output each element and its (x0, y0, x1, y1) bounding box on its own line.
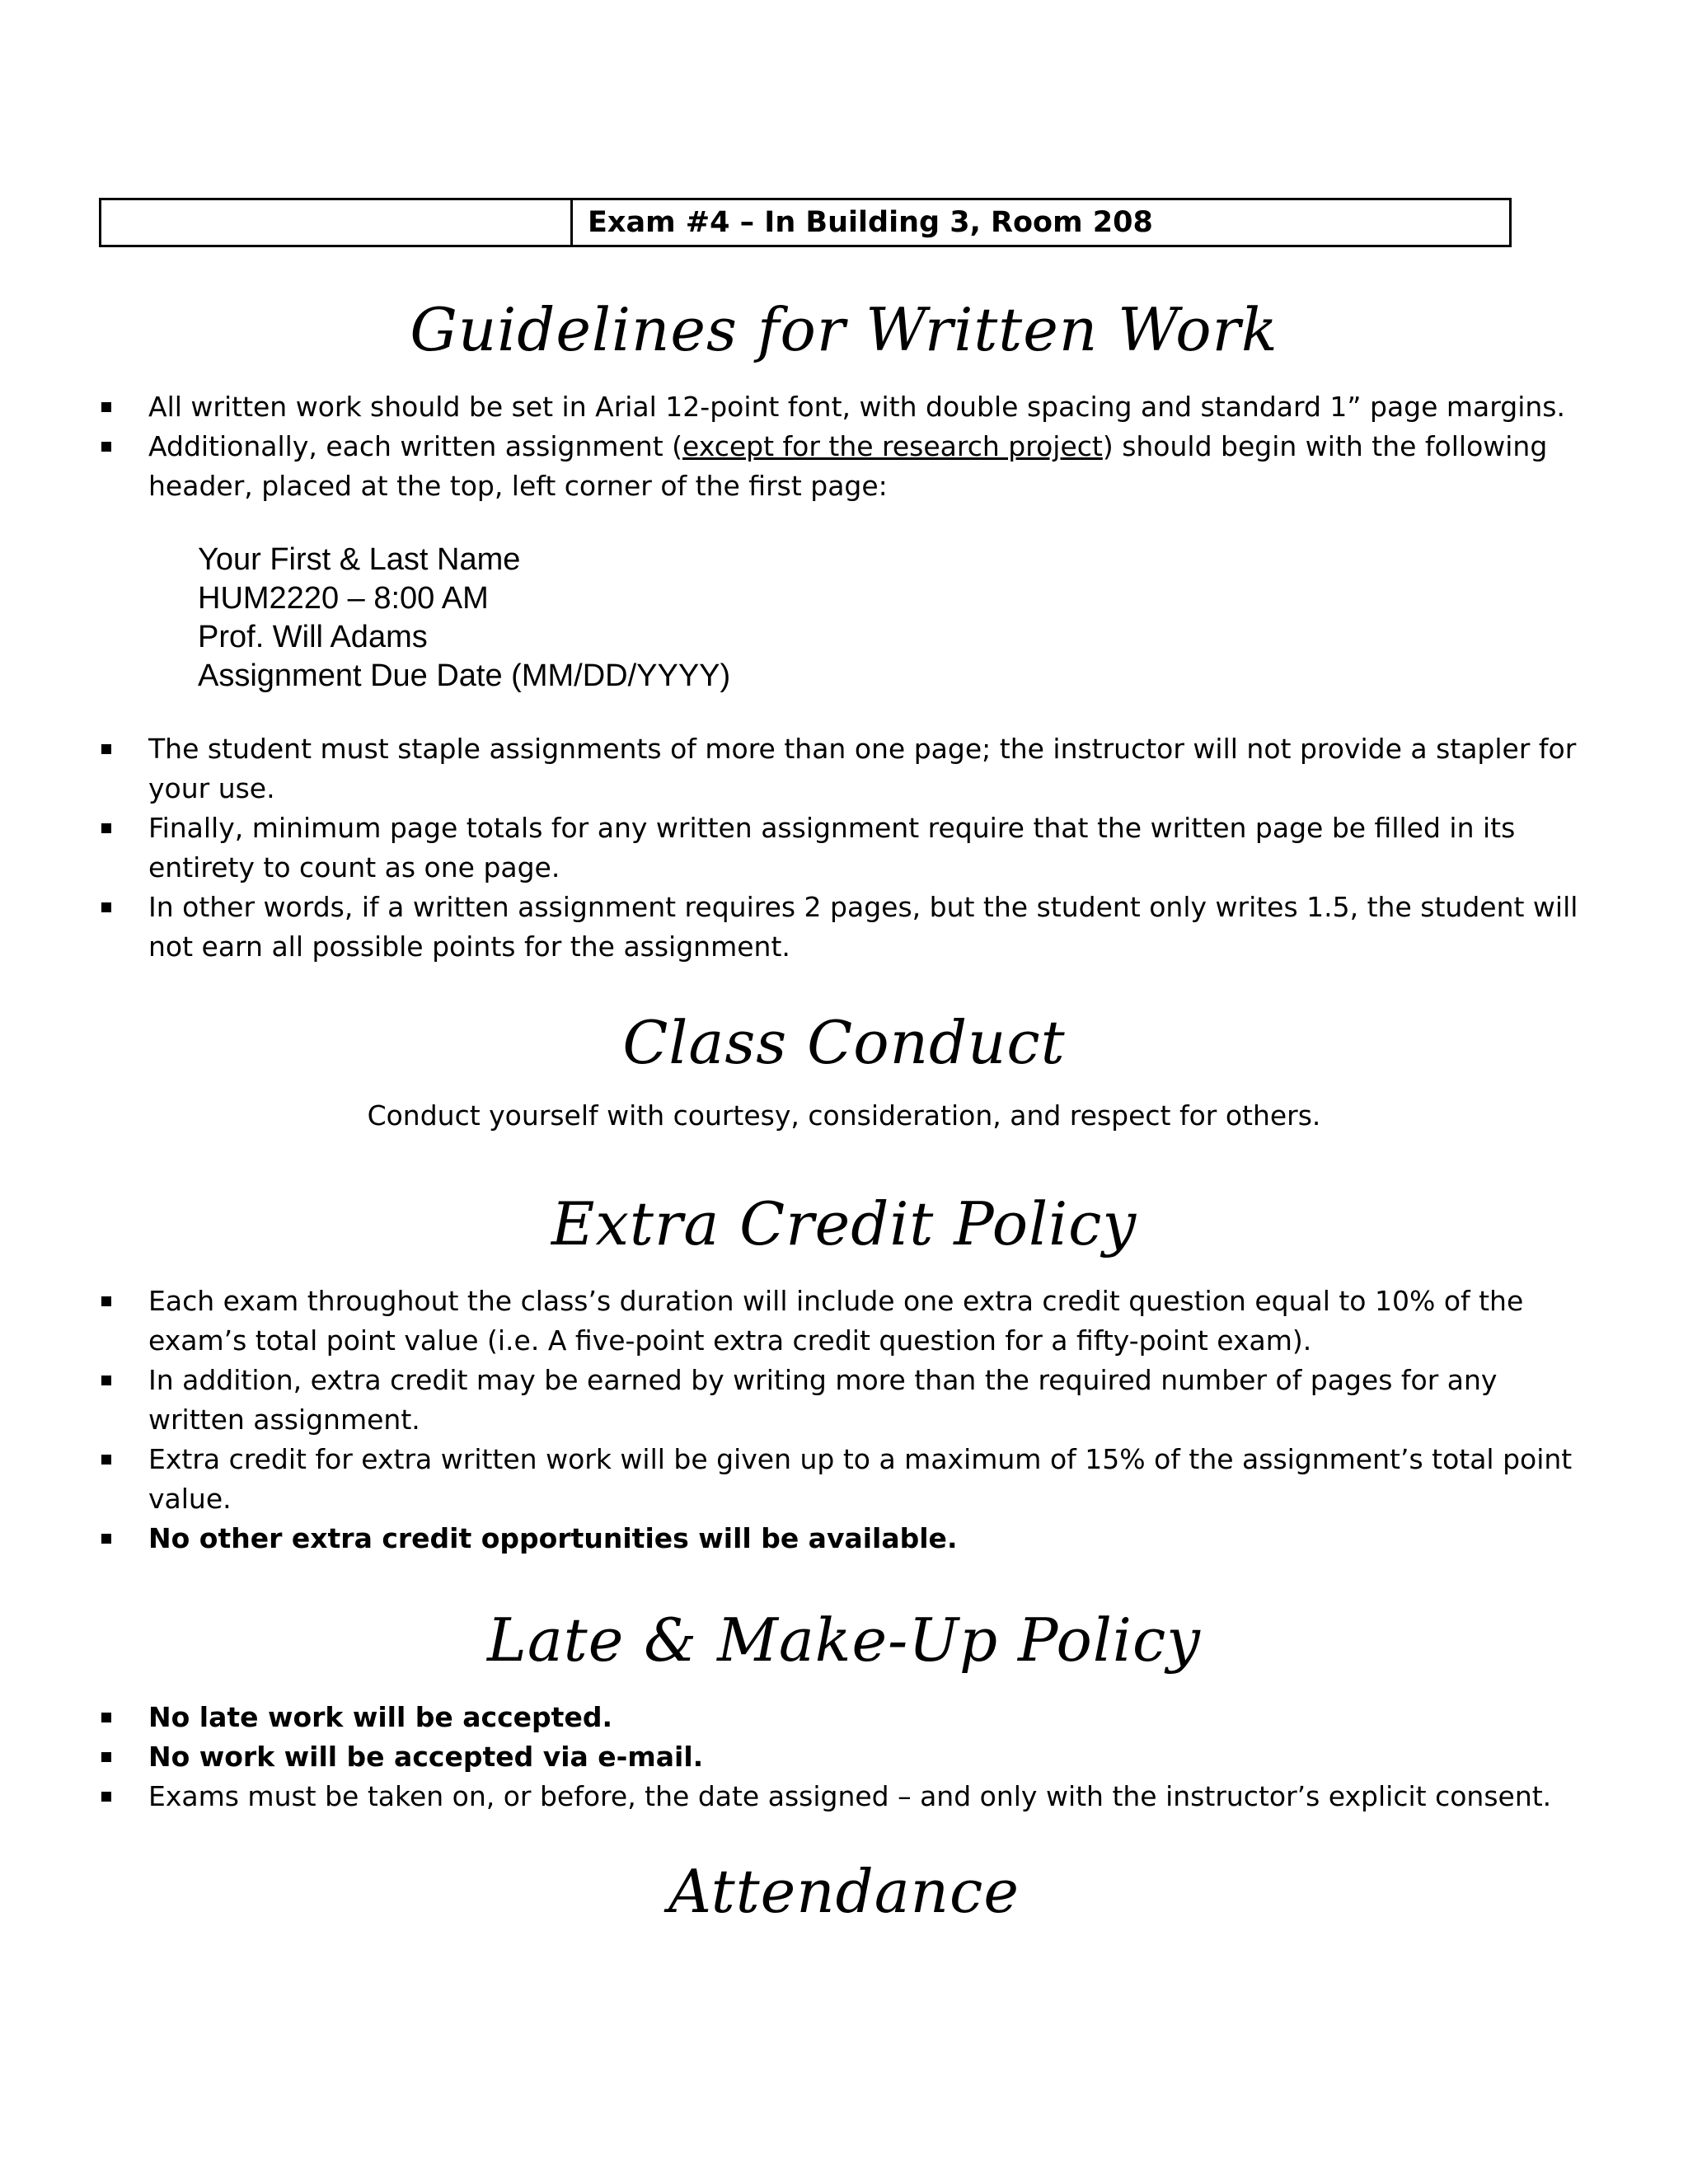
late-policy-list (99, 1698, 1582, 1816)
exam-info-table (99, 198, 1512, 247)
bullet-icon (101, 442, 111, 452)
extra-credit-list (99, 1282, 1582, 1558)
extra-credit-text: In addition, extra credit may be earned by writing more than the required number of pages for any written assignment. (148, 1364, 1498, 1436)
guidelines-heading: Guidelines for Written Work (410, 295, 1278, 364)
attendance-heading: Attendance (668, 1857, 1020, 1926)
header-sample-line: Assignment Due Date (MM/DD/YYYY) (198, 658, 731, 693)
list-item (99, 427, 1582, 506)
list-item (99, 1519, 1582, 1558)
class-conduct-heading: Class Conduct (622, 1008, 1066, 1077)
guideline-text: In other words, if a written assignment requires 2 pages, but the student only writes 1.5, the student will not earn all possible points for the assignment. (148, 891, 1578, 963)
list-item (99, 1698, 1582, 1737)
list-item (99, 1361, 1582, 1440)
header-sample-line: Your First & Last Name (198, 542, 521, 577)
class-conduct-text: Conduct yourself with courtesy, consideration, and respect for others. (367, 1099, 1321, 1132)
late-policy-text: Exams must be taken on, or before, the date assigned – and only with the instructor’s explicit consent. (148, 1780, 1552, 1812)
header-sample-block (198, 541, 730, 696)
list-item (99, 888, 1582, 967)
extra-credit-heading: Extra Credit Policy (551, 1189, 1137, 1258)
guidelines-list (99, 387, 1582, 506)
list-item (99, 1282, 1582, 1361)
list-item (99, 808, 1582, 888)
bullet-icon (101, 1713, 111, 1722)
late-policy-text: No work will be accepted via e-mail. (148, 1741, 704, 1773)
guideline-text-pre: Additionally, each written assignment ( (148, 430, 683, 462)
late-policy-text: No late work will be accepted. (148, 1701, 612, 1733)
late-policy-heading: Late & Make-Up Policy (487, 1605, 1201, 1675)
list-item (99, 1737, 1582, 1777)
extra-credit-text: No other extra credit opportunities will be available. (148, 1522, 958, 1554)
guideline-text-underlined: except for the research project (682, 430, 1103, 462)
header-sample-line: Prof. Will Adams (198, 620, 428, 654)
bullet-icon (101, 1296, 111, 1306)
header-sample-line: HUM2220 – 8:00 AM (198, 581, 489, 616)
bullet-icon (101, 1376, 111, 1385)
extra-credit-text: Extra credit for extra written work will be given up to a maximum of 15% of the assignment’s total point value. (148, 1443, 1573, 1515)
bullet-icon (101, 744, 111, 754)
guideline-text: Finally, minimum page totals for any written assignment require that the written page be filled in its entirety to count as one page. (148, 812, 1516, 883)
list-item (99, 387, 1582, 427)
bullet-icon (101, 823, 111, 833)
bullet-icon (101, 1792, 111, 1802)
guideline-text-post: ) should begin with the following header, placed at the top, left corner of the first page: (148, 430, 1548, 502)
bullet-icon (101, 1752, 111, 1762)
exam-table-left-cell (101, 200, 573, 245)
bullet-icon (101, 1455, 111, 1465)
extra-credit-text: Each exam throughout the class’s duration will include one extra credit question equal to 10% of the exam’s total point value (i.e. A five-point extra credit question for a fifty-point exam). (148, 1285, 1524, 1357)
list-item (99, 1777, 1582, 1816)
guideline-text: The student must staple assignments of more than one page; the instructor will not provide a stapler for your use. (148, 733, 1577, 804)
bullet-icon (101, 402, 111, 412)
list-item (99, 1440, 1582, 1519)
exam-table-right-cell: Exam #4 – In Building 3, Room 208 (588, 206, 1153, 239)
list-item (99, 729, 1582, 808)
guidelines-list-continued (99, 729, 1582, 967)
bullet-icon (101, 1534, 111, 1544)
bullet-icon (101, 902, 111, 912)
guideline-text: All written work should be set in Arial 12-point font, with double spacing and standard 1” page margins. (148, 391, 1565, 423)
